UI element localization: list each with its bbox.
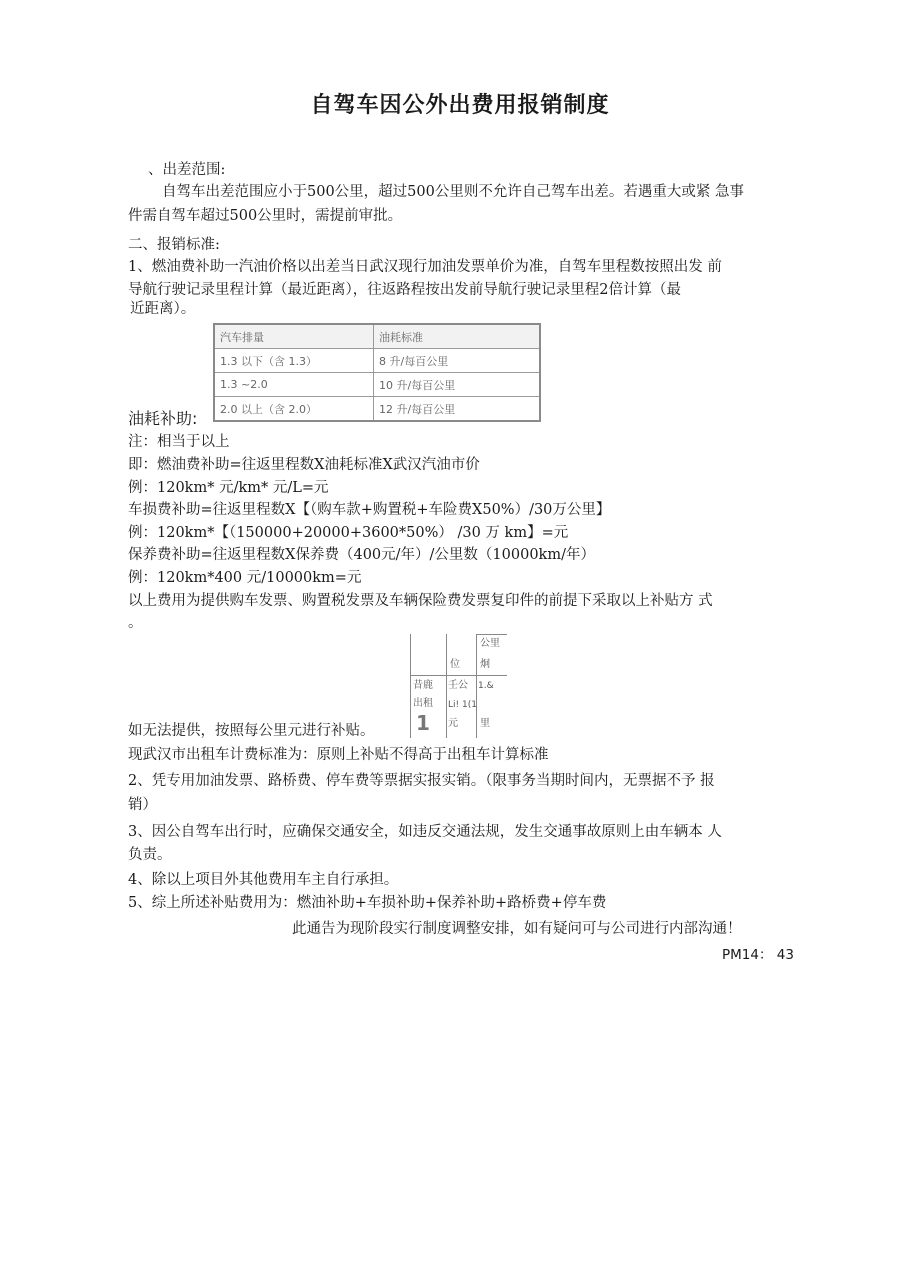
item1-line1: 1、燃油费补助一汽油价格以出差当日武汉现行加油发票单价为准，自驾车里程数按照出发 前 <box>128 259 722 275</box>
maint-example-line: 例：120km*400 元/10000km=元 <box>128 570 362 586</box>
table-cell: 位 <box>450 659 460 670</box>
table-cell: 公里 <box>480 638 500 649</box>
maint-formula-line: 保养费补助=往返里程数X保养费（400元/年）/公里数（10000km/年） <box>128 547 595 563</box>
taxi-standard-line: 现武汉市出租车计费标准为：原则上补贴不得高于出租车计算标准 <box>128 747 549 763</box>
item1-line3: 近距离）。 <box>130 301 196 317</box>
page-title: 自驾车因公外出费用报销制度 <box>310 93 610 118</box>
table-cell: 1 <box>416 711 430 735</box>
table-row <box>214 373 540 397</box>
table-cell: 昔鹿 <box>413 680 433 691</box>
table-cell: 8 升/每百公里 <box>374 349 541 373</box>
item3-line2: 负责。 <box>128 847 172 863</box>
table-border <box>446 634 447 738</box>
table-border <box>410 675 507 676</box>
table-cell: 12 升/每百公里 <box>374 397 541 422</box>
section1-heading: 、出差范围: <box>148 162 226 178</box>
wear-example-line: 例：120km*【（150000+20000+3600*50%） /30 万 km】=元 <box>128 525 569 541</box>
section1-body-line2: 件需自驾车超过500公里时，需提前审批。 <box>128 208 403 224</box>
note-line: 注：相当于以上 <box>128 434 230 450</box>
table-row <box>214 349 540 373</box>
table-header-cell: 汽车排量 <box>214 324 374 349</box>
table-cell: 1.& <box>478 681 494 691</box>
fuel-formula-line: 即：燃油费补助=往返里程数X油耗标准X武汉汽油市价 <box>128 457 480 473</box>
table-border <box>476 634 477 738</box>
item2-line1: 2、凭专用加油发票、路桥费、停车费等票据实报实销。（限事务当期时间内，无票据不予 报 <box>128 773 715 789</box>
item5-line: 5、综上所述补贴费用为：燃油补助+车损补助+保养补助+路桥费+停车费 <box>128 895 607 911</box>
taxi-fare-table <box>410 634 507 738</box>
item1-line2: 导航行驶记录里程计算（最近距离），往返路程按出发前导航行驶记录里程2倍计算（最 <box>128 282 681 298</box>
table-cell: 2.0 以上（含 2.0） <box>214 397 374 422</box>
table-border <box>410 634 411 738</box>
table-cell: 10 升/每百公里 <box>374 373 541 397</box>
item3-line1: 3、因公自驾车出行时，应确保交通安全，如违反交通法规，发生交通事故原则上由车辆本 人 <box>128 824 722 840</box>
invoice-line2: 。 <box>128 615 143 631</box>
table-cell: 炯 <box>480 659 490 670</box>
table-cell: 壬公 <box>448 680 468 691</box>
invoice-line1: 以上费用为提供购车发票、购置税发票及车辆保险费发票复印件的前提下采取以上补贴方 式 <box>128 593 713 609</box>
timestamp: PM14： 43 <box>722 947 794 963</box>
fuel-subsidy-label: 油耗补助: <box>128 409 198 428</box>
table-cell: 出租 <box>413 698 433 709</box>
fuel-example-line: 例：120km* 元/km* 元/L=元 <box>128 480 329 496</box>
table-cell: Li! 1(1 <box>448 700 477 710</box>
table-header-cell: 油耗标准 <box>374 324 541 349</box>
table-cell: 1.3 以下（含 1.3） <box>214 349 374 373</box>
table-cell: 元 <box>448 718 458 729</box>
table-cell: 里 <box>480 718 490 729</box>
item4-line: 4、除以上项目外其他费用车主自行承担。 <box>128 872 399 888</box>
table-row <box>214 397 540 422</box>
table-header-row <box>214 324 540 349</box>
wear-formula-line: 车损费补助=往返里程数X【（购车款+购置税+车险费X50%）/30万公里】 <box>128 502 611 518</box>
section1-body-line1: 自驾车出差范围应小于500公里，超过500公里则不允许自己驾车出差。若遇重大或紧 急事 <box>162 184 744 200</box>
fuel-consumption-table <box>213 323 541 422</box>
section2-heading: 二、报销标准: <box>128 237 220 253</box>
item2-line2: 销） <box>128 797 157 813</box>
no-invoice-line: 如无法提供，按照每公里元进行补贴。 <box>128 723 375 739</box>
table-cell: 1.3 ~2.0 <box>214 373 374 397</box>
notice-line: 此通告为现阶段实行制度调整安排，如有疑问可与公司进行内部沟通！ <box>292 921 742 937</box>
